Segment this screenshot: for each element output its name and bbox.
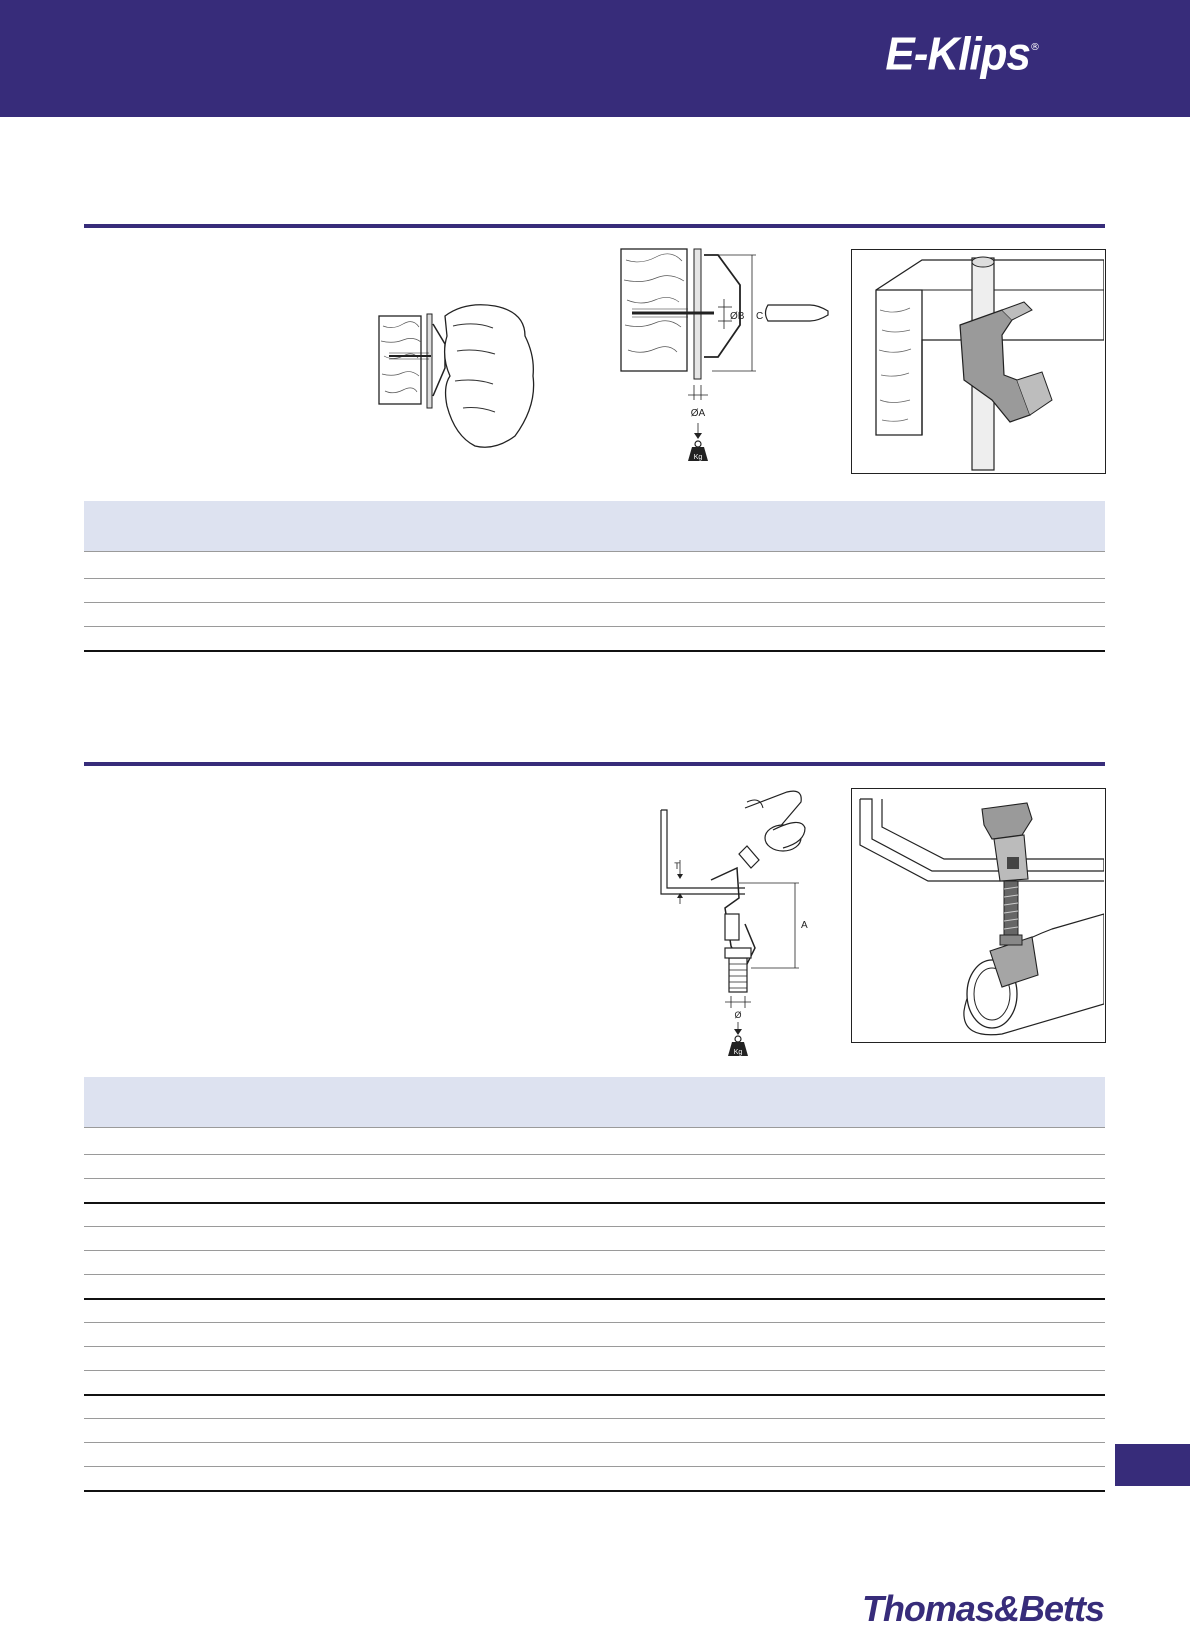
- brand-logo: E-Klips: [885, 28, 1030, 81]
- weight-label: Kg: [693, 454, 703, 461]
- table-row: [84, 1274, 1105, 1275]
- dim-a-label: A: [801, 920, 808, 931]
- table-row: [84, 1346, 1105, 1347]
- table-row: [84, 1418, 1105, 1419]
- section-2-rule: [84, 762, 1105, 766]
- joist-clip-illustration: [852, 250, 1104, 472]
- footer-brand-logo: Thomas&Betts: [861, 1588, 1104, 1629]
- dim-dia-b-label: ØB: [730, 311, 745, 322]
- pipe-hanger-illustration: [852, 789, 1104, 1041]
- weight-label: Kg: [733, 1049, 743, 1056]
- table-group-rule: [84, 1394, 1105, 1396]
- flange-clip-dimension-diagram: [655, 788, 830, 1063]
- table-2-bottom-rule: [84, 1490, 1105, 1492]
- dim-dia-label: Ø: [734, 1010, 742, 1020]
- table-row: [84, 1322, 1105, 1323]
- table-1-bottom-rule: [84, 650, 1105, 652]
- table-row: [84, 551, 1105, 552]
- table-1-header: [84, 501, 1105, 551]
- table-group-rule: [84, 1298, 1105, 1300]
- clip-dimension-diagram: [618, 245, 838, 475]
- section-1-rule: [84, 224, 1105, 228]
- dim-dia-a-label: ØA: [690, 408, 706, 419]
- product-photo-frame-2: [851, 788, 1106, 1043]
- table-row: [84, 1250, 1105, 1251]
- dim-c-label: C: [756, 311, 764, 322]
- table-row: [84, 602, 1105, 603]
- table-row: [84, 1127, 1105, 1128]
- table-row: [84, 1370, 1105, 1371]
- registered-mark: ®: [1030, 42, 1040, 53]
- table-row: [84, 1226, 1105, 1227]
- table-row: [84, 578, 1105, 579]
- hand-install-illustration: [375, 296, 555, 456]
- dim-t-label: T: [674, 861, 680, 871]
- table-2-header: [84, 1077, 1105, 1127]
- table-row: [84, 1178, 1105, 1179]
- table-row: [84, 626, 1105, 627]
- table-row: [84, 1442, 1105, 1443]
- product-photo-frame-1: [851, 249, 1106, 474]
- table-row: [84, 1466, 1105, 1467]
- page-side-tab: [1115, 1444, 1190, 1486]
- table-row: [84, 1154, 1105, 1155]
- table-group-rule: [84, 1202, 1105, 1204]
